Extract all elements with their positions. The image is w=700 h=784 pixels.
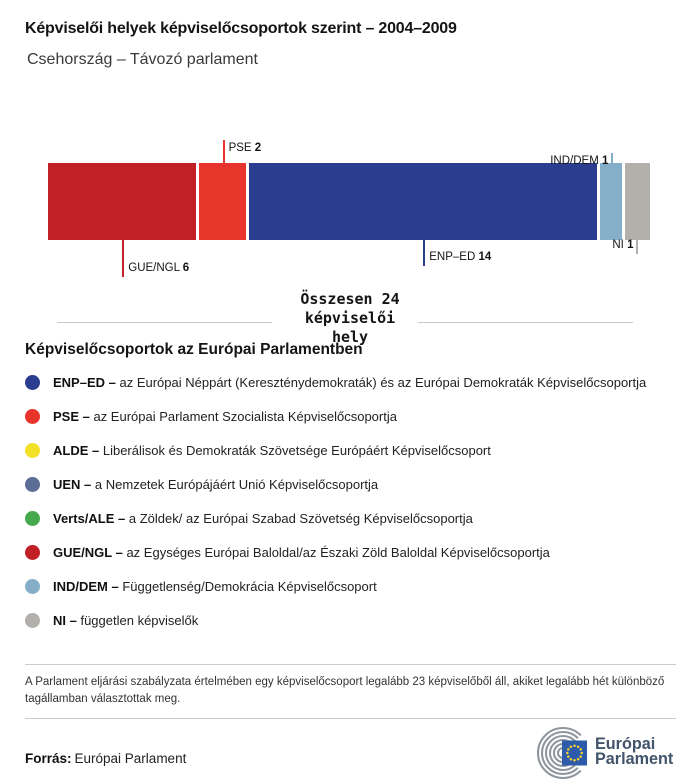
legend-dot [25, 613, 40, 628]
legend-item [25, 535, 690, 569]
footnote-rule-bottom [25, 718, 676, 719]
source-line [25, 751, 186, 766]
bar-segment-ENP–ED[interactable] [249, 163, 600, 240]
legend-item [25, 501, 690, 535]
legend [25, 365, 690, 637]
legend-heading: Képviselőcsoportok az Európai Parlamentben [25, 341, 363, 358]
legend-item-text: GUE/NGL – az Egységes Európai Baloldal/az Északi Zöld Baloldal Képviselőcsoportja [53, 544, 550, 560]
bar-segment-PSE[interactable] [199, 163, 249, 240]
callout-label-GUE/NGL: GUE/NGL 6 [128, 262, 190, 274]
legend-item [25, 467, 690, 501]
callout-label-ENP–ED: ENP–ED 14 [429, 251, 492, 263]
bar-segment-IND/DEM[interactable] [600, 163, 625, 240]
total-seats-label: Összesen 24 képviselői hely [300, 290, 400, 346]
callout-tick-PSE [223, 140, 225, 163]
page-subtitle: Csehország – Távozó parlament [27, 51, 258, 68]
legend-dot [25, 409, 40, 424]
source-text: Európai Parlament [74, 751, 187, 766]
legend-dot [25, 375, 40, 390]
legend-item-text: Verts/ALE – a Zöldek/ az Európai Szabad Szövetség Képviselőcsoportja [53, 510, 473, 526]
legend-item-text: UEN – a Nemzetek Európájáért Unió Képviselőcsoportja [53, 476, 379, 492]
legend-dot [25, 443, 40, 458]
callout-label-PSE: PSE 2 [228, 142, 262, 154]
footnote-rule-top [25, 664, 676, 665]
legend-item [25, 603, 690, 637]
europarl-logo [524, 726, 689, 780]
callout-label-IND/DEM: IND/DEM 1 [550, 155, 609, 167]
legend-dot [25, 511, 40, 526]
legend-item-text: PSE – az Európai Parlament Szocialista Képviselőcsoportja [53, 408, 397, 424]
page-title: Képviselői helyek képviselőcsoportok szerint – 2004–2009 [25, 20, 457, 37]
footnote-text: A Parlament eljárási szabályzata értelmében egy képviselőcsoport legalább 23 képviselőből áll, akiket legalább hét különböző tagállamban választottak meg. [25, 676, 665, 705]
eu-flag-icon [562, 741, 587, 766]
legend-item-text: ENP–ED – az Európai Néppárt (Kereszténydemokraták) és az Európai Demokraták Képviselőcsoportja [53, 374, 647, 390]
legend-item-text: IND/DEM – Függetlenség/Demokrácia Képviselőcsoport [53, 578, 377, 594]
legend-dot [25, 477, 40, 492]
legend-item [25, 569, 690, 603]
legend-item-text: NI – független képviselők [53, 612, 199, 628]
callout-tick-NI [636, 240, 638, 254]
legend-item-text: ALDE – Liberálisok és Demokraták Szövetsége Európáért Képviselőcsoport [53, 442, 491, 458]
callout-tick-ENP–ED [423, 240, 425, 266]
divider-line-left [57, 322, 272, 323]
callout-label-NI: NI 1 [612, 239, 634, 251]
logo-text-line2: Parlament [595, 750, 674, 768]
callout-tick-GUE/NGL [122, 240, 124, 277]
callout-tick-IND/DEM [611, 153, 613, 163]
source-label: Forrás: [25, 751, 72, 766]
legend-dot [25, 579, 40, 594]
bar-segment-GUE/NGL[interactable] [48, 163, 199, 240]
legend-item [25, 433, 690, 467]
bar-segment-NI[interactable] [625, 163, 650, 240]
legend-item [25, 365, 690, 399]
divider-line-right [418, 322, 633, 323]
stacked-bar [48, 163, 650, 240]
logo-text-line1: Európai [595, 735, 656, 753]
legend-dot [25, 545, 40, 560]
chart-area [0, 130, 700, 290]
legend-item [25, 399, 690, 433]
